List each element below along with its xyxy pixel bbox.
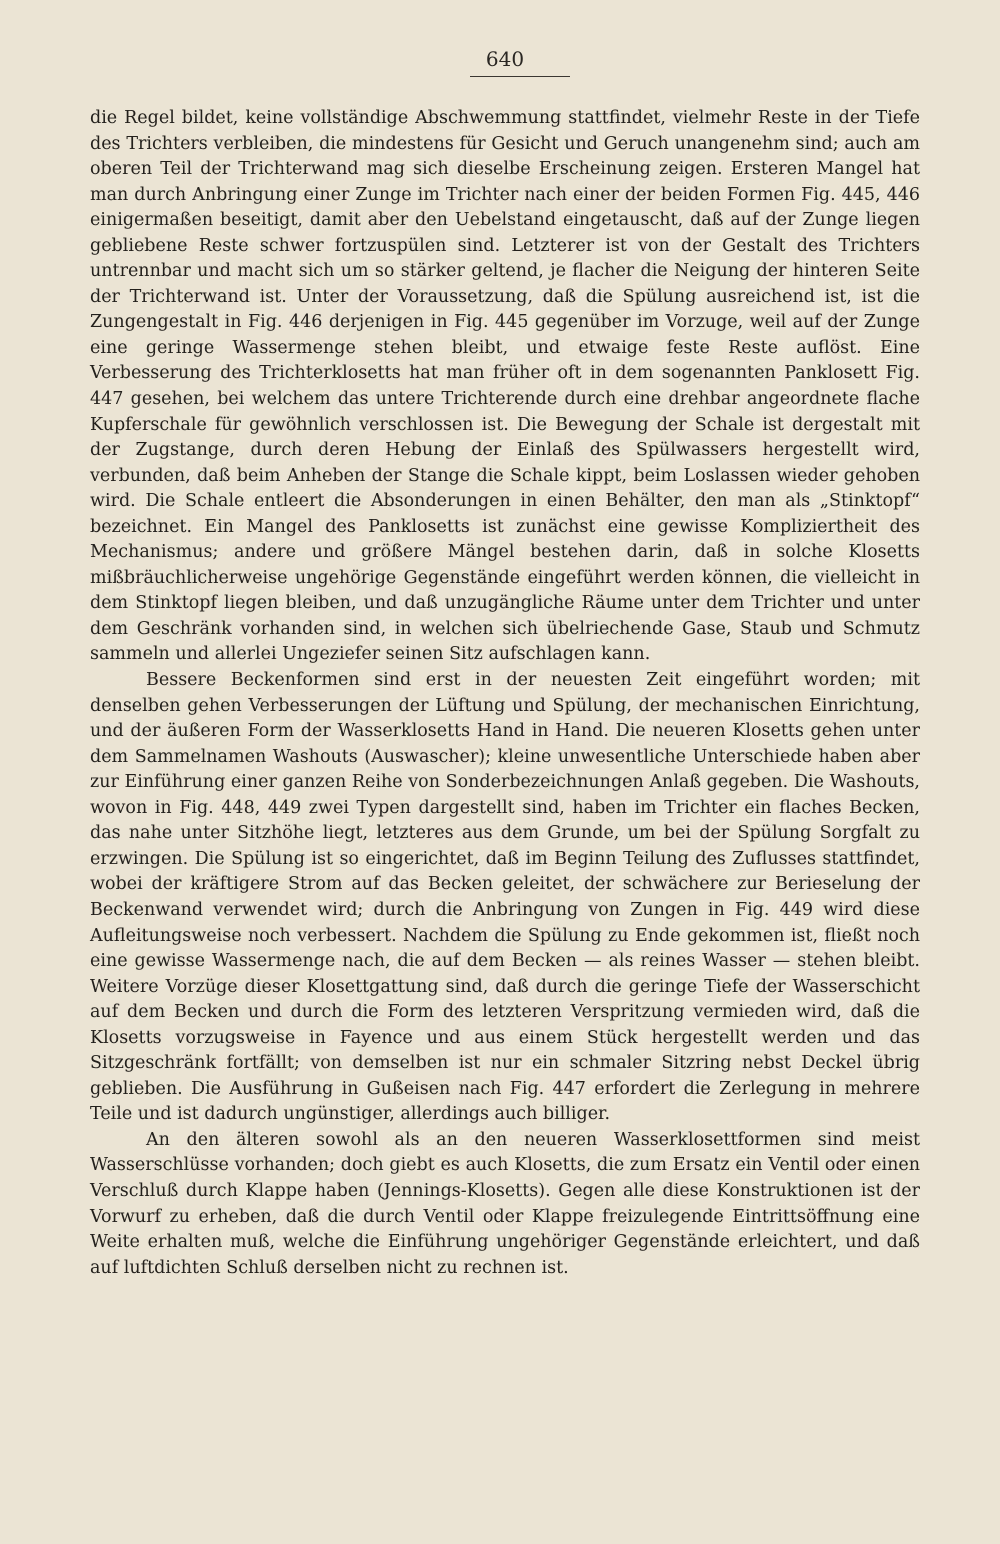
body-text xyxy=(90,106,920,1281)
header-rule xyxy=(470,76,570,77)
page-number: 640 xyxy=(485,47,525,71)
paragraph: Bessere Beckenformen sind erst in der neuesten Zeit eingeführt worden; mit denselben gehen Verbesserungen der Lüftung und Spülung, der mechanischen Einrichtung, und der äußeren Form der Wasserklosetts Hand in Hand. Die neueren Klosetts gehen unter dem Sammelnamen Washouts (Auswascher); kleine unwesentliche Unterschiede haben aber zur Einführung einer ganzen Reihe von Sonderbezeichnungen Anlaß gegeben. Die Washouts, wovon in Fig. 448, 449 zwei Typen dargestellt sind, haben im Trichter ein flaches Becken, das nahe unter Sitzhöhe liegt, letzteres aus dem Grunde, um bei der Spülung Sorgfalt zu erzwingen. Die Spülung ist so eingerichtet, daß im Beginn Teilung des Zuflusses stattfindet, wobei der kräftigere Strom auf das Becken geleitet, der schwächere zur Berieselung der Beckenwand verwendet wird; durch die Anbringung von Zungen in Fig. 449 wird diese Aufleitungsweise noch verbessert. Nachdem die Spülung zu Ende gekommen ist, fließt noch eine gewisse Wassermenge nach, die auf dem Becken — als reines Wasser — stehen bleibt. Weitere Vorzüge dieser Klosettgattung sind, daß durch die geringe Tiefe der Wasserschicht auf dem Becken und durch die Form des letzteren Verspritzung vermieden wird, daß die Klosetts vorzugsweise in Fayence und aus einem Stück hergestellt werden und das Sitzgeschränk fortfällt; von demselben ist nur ein schmaler Sitzring nebst Deckel übrig geblieben. Die Ausführung in Gußeisen nach Fig. 447 erfordert die Zerlegung in mehrere Teile und ist dadurch ungünstiger, allerdings auch billiger. xyxy=(90,670,920,1125)
paragraph: An den älteren sowohl als an den neueren Wasserklosettformen sind meist Wasserschlüsse vorhanden; doch giebt es auch Klosetts, die zum Ersatz ein Ventil oder einen Verschluß durch Klappe haben (Jennings-Klosetts). Gegen alle diese Konstruktionen ist der Vorwurf zu erheben, daß die durch Ventil oder Klappe freizulegende Eintrittsöffnung eine Weite erhalten muß, welche die Einführung ungehöriger Gegenstände erleichtert, und daß auf luftdichten Schluß derselben nicht zu rechnen ist. xyxy=(90,1129,920,1278)
paragraph: die Regel bildet, keine vollständige Abschwemmung stattfindet, vielmehr Reste in der Tiefe des Trichters verbleiben, die mindestens für Gesicht und Geruch unangenehm sind; auch am oberen Teil der Trichterwand mag sich dieselbe Erscheinung zeigen. Ersteren Mangel hat man durch Anbringung einer Zunge im Trichter nach einer der beiden Formen Fig. 445, 446 einigermaßen beseitigt, damit aber den Uebelstand eingetauscht, daß auf der Zunge liegen gebliebene Reste schwer fortzuspülen sind. Letzterer ist von der Gestalt des Trichters untrennbar und macht sich um so stärker geltend, je flacher die Neigung der hinteren Seite der Trichterwand ist. Unter der Voraussetzung, daß die Spülung ausreichend ist, ist die Zungengestalt in Fig. 446 derjenigen in Fig. 445 gegenüber im Vorzuge, weil auf der Zunge eine geringe Wassermenge stehen bleibt, und etwaige feste Reste auflöst. Eine Verbesserung des Trichterklosetts hat man früher oft in dem sogenannten Panklosett Fig. 447 gesehen, bei welchem das untere Trichterende durch eine drehbar angeordnete flache Kupferschale für gewöhnlich verschlossen ist. Die Bewegung der Schale ist dergestalt mit der Zugstange, durch deren Hebung der Einlaß des Spülwassers hergestellt wird, verbunden, daß beim Anheben der Stange die Schale kippt, beim Loslassen wieder gehoben wird. Die Schale entleert die Absonderungen in einen Behälter, den man als „Stinktopf“ bezeichnet. Ein Mangel des Panklosetts ist zunächst eine gewisse Kompliziertheit des Mechanismus; andere und größere Mängel bestehen darin, daß in solche Klosetts mißbräuchlicherweise ungehörige Gegenstände eingeführt werden können, die vielleicht in dem Stinktopf liegen bleiben, und daß unzugängliche Räume unter dem Trichter und unter dem Geschränk vorhanden sind, in welchen sich übelriechende Gase, Staub und Schmutz sammeln und allerlei Ungeziefer seinen Sitz aufschlagen kann. xyxy=(90,108,920,665)
